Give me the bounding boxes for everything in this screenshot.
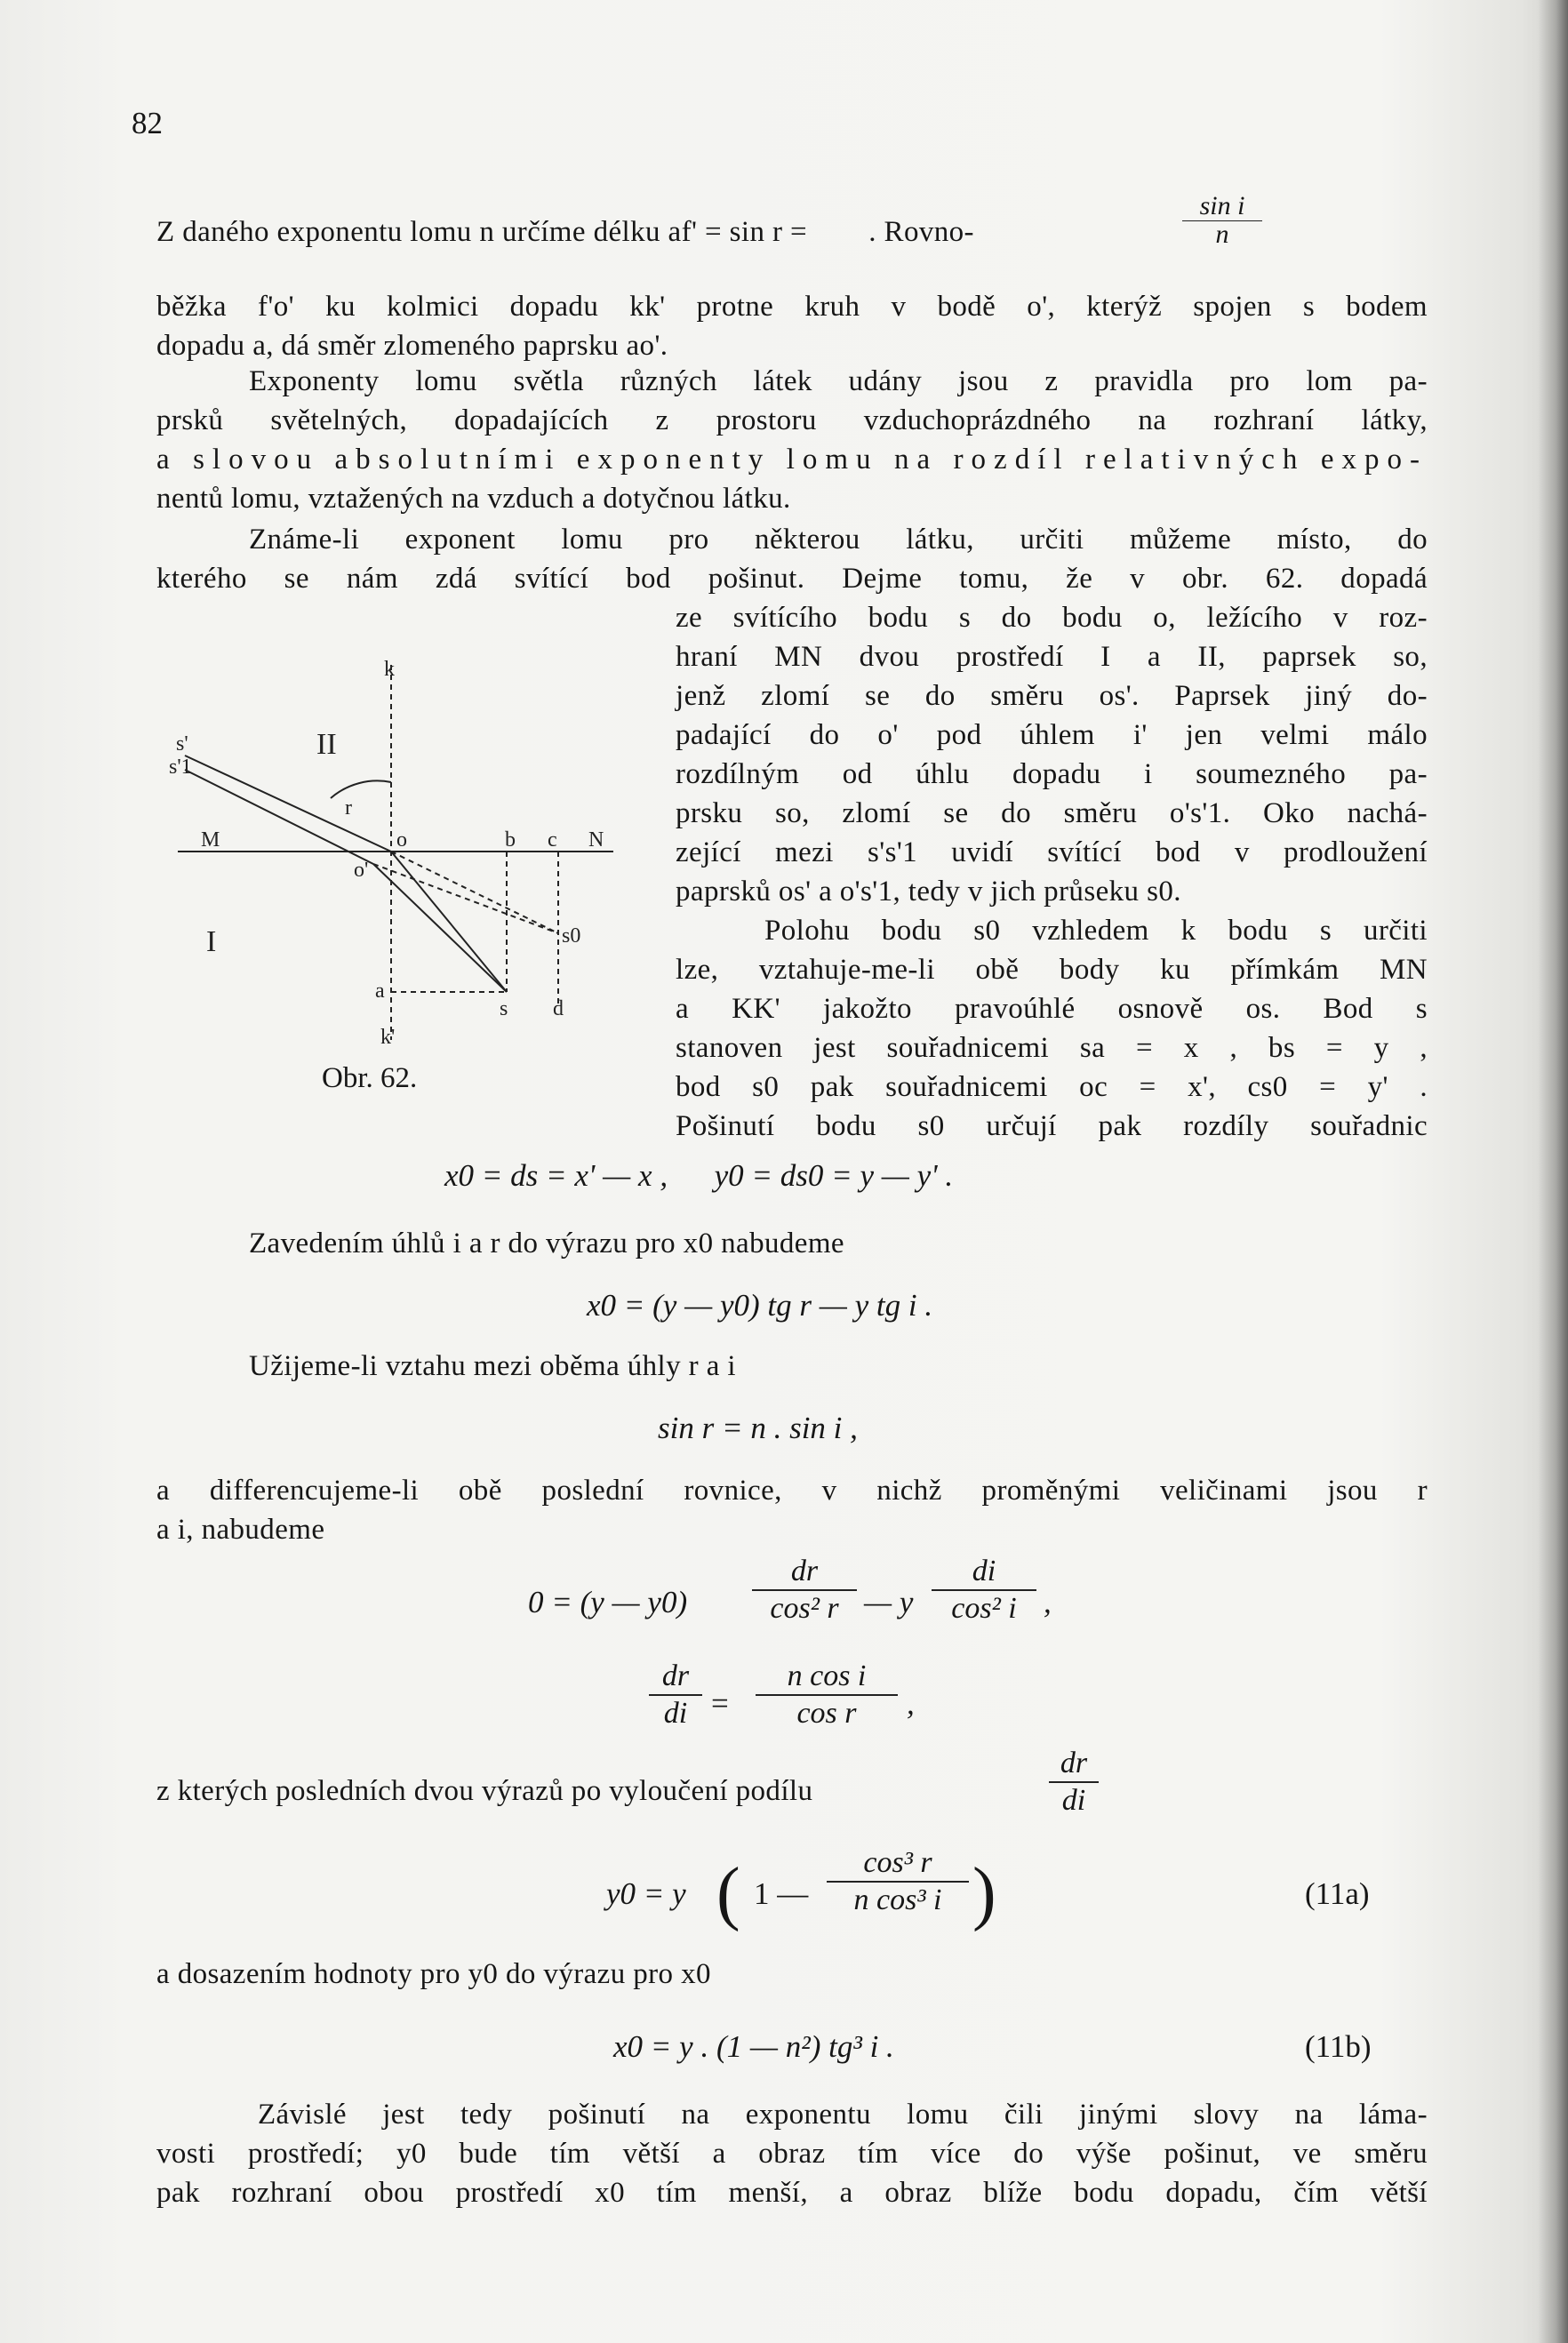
fraction-dr-over-di-inline: dr di — [1049, 1746, 1099, 1819]
ray-o-to-s — [391, 852, 507, 992]
equation-label-11b: (11b) — [1305, 2029, 1372, 2064]
text-line: padající do o' pod úhlem i' jen velmi málo — [676, 719, 1428, 751]
figure-refraction-diagram — [151, 649, 649, 1111]
equation-comma: , — [907, 1686, 915, 1721]
text-line: pak rozhraní obou prostředí x0 tím menší, a obraz blíže bodu dopadu, čím větší — [156, 2177, 1428, 2209]
text-line: běžka f'o' ku kolmici dopadu kk' protne kruh v bodě o', kterýž spojen s bodem — [156, 291, 1428, 323]
fraction-ncosi-over-cosr: n cos i cos r — [756, 1659, 898, 1731]
label-k-top: k — [384, 658, 395, 681]
text-line: a i, nabudeme — [156, 1514, 325, 1546]
equation-snell: sin r = n . sin i , — [658, 1411, 858, 1445]
fraction-dr-over-cos2r: dr cos² r — [752, 1554, 857, 1627]
text-line: jenž zlomí se do směru os'. Paprsek jiný do- — [676, 680, 1428, 712]
label-o: o — [396, 828, 407, 852]
label-roman-one: I — [206, 925, 217, 958]
label-o-prime: o' — [354, 859, 369, 882]
label-roman-two: II — [316, 728, 337, 761]
label-s: s — [500, 997, 508, 1020]
equation-x0-tg: x0 = (y — y0) tg r — y tg i . — [587, 1288, 933, 1323]
prolongation-o-prime-to-s0 — [373, 864, 558, 933]
prolongation-o-to-s0 — [391, 852, 558, 933]
label-s-prime: s' — [176, 732, 188, 756]
equation-label-11a: (11a) — [1305, 1876, 1370, 1911]
text-line: zející mezi s's'1 uvidí svítící bod v prodloužení — [676, 836, 1428, 868]
text-line: Z daného exponentu lomu n určíme délku af' = sin r = . Rovno- — [156, 216, 974, 248]
text-line: a dosazením hodnoty pro y0 do výrazu pro x0 — [156, 1958, 711, 1990]
fraction-dr-over-di: dr di — [649, 1659, 702, 1731]
label-s1-prime: s'1 — [169, 756, 192, 779]
text-line: prsku so, zlomí se do směru o's'1. Oko nachá- — [676, 797, 1428, 829]
text-line: Zavedením úhlů i a r do výrazu pro x0 nabudeme — [249, 1227, 844, 1259]
label-c: c — [548, 828, 557, 852]
text-line: bod s0 pak souřadnicemi oc = x', cs0 = y' . — [676, 1071, 1428, 1103]
text-line: z kterých posledních dvou výrazů po vyloučení podílu — [156, 1775, 813, 1807]
text-line: paprsků os' a o's'1, tedy v jich průseku s0. — [676, 876, 1181, 908]
text-line: dopadu a, dá směr zlomeného paprsku ao'. — [156, 330, 668, 362]
fraction-cos3r-over-ncos3i: cos³ r n cos³ i — [827, 1845, 969, 1918]
text-line: a KK' jakožto pravoúhlé osnově os. Bod s — [676, 993, 1428, 1025]
label-b: b — [505, 828, 516, 852]
text-line: stanoven jest souřadnicemi sa = x , bs = y , — [676, 1032, 1428, 1064]
text-line: kterého se nám zdá svítící bod pošinut. Dejme tomu, že v obr. 62. dopadá — [156, 563, 1428, 595]
text-line: prsků světelných, dopadajících z prostoru vzduchoprázdného na rozhraní látky, — [156, 404, 1428, 436]
text-line: ze svítícího bodu s do bodu o, ležícího v roz- — [676, 602, 1428, 634]
equation-x0-final: x0 = y . (1 — n²) tg³ i . — [613, 2029, 894, 2064]
fraction-di-over-cos2i: di cos² i — [932, 1554, 1036, 1627]
equation-differential-mid: — y — [864, 1585, 914, 1619]
text-line: Pošinutí bodu s0 určují pak rozdíly souřadnic — [676, 1110, 1428, 1142]
label-a: a — [375, 980, 385, 1003]
equation-comma: , — [1044, 1585, 1052, 1619]
text-line: Polohu bodu s0 vzhledem k bodu s určiti — [764, 915, 1428, 947]
text-line: hraní MN dvou prostředí I a II, paprsek so, — [676, 641, 1428, 673]
ray-o-prime-to-s — [373, 864, 507, 992]
equation-displacement: x0 = ds = x' — x , y0 = ds0 = y — y' . — [444, 1158, 954, 1193]
fraction-sin-i-over-n: sin i n — [1182, 192, 1262, 248]
label-angle-r: r — [345, 796, 352, 820]
equation-y0-lhs: y0 = y — [606, 1876, 686, 1911]
text-line: vosti prostředí; y0 bude tím větší a obraz tím více do výše pošinut, ve směru — [156, 2138, 1428, 2170]
label-s0: s0 — [562, 924, 581, 948]
text-line: a differencujeme-li obě poslední rovnice, v nichž proměnými veličinami jsou r — [156, 1475, 1428, 1507]
label-k-prime: k' — [380, 1026, 396, 1049]
text-line: Užijeme-li vztahu mezi oběma úhly r a i — [249, 1350, 736, 1382]
text-line: nentů lomu, vztažených na vzduch a dotyčnou látku. — [156, 483, 791, 515]
figure-caption: Obr. 62. — [322, 1062, 418, 1094]
text-line: rozdílným od úhlu dopadu i soumezného pa- — [676, 758, 1428, 790]
book-spine-shadow — [1538, 0, 1568, 2343]
text-line: Exponenty lomu světla různých látek udány jsou z pravidla pro lom pa- — [249, 365, 1428, 397]
paren-close: ) — [972, 1854, 996, 1932]
angle-arc-r — [331, 780, 391, 798]
equation-differential-lhs: 0 = (y — y0) — [528, 1585, 688, 1619]
text-line: lze, vztahuje-me-li obě body ku přímkám MN — [676, 954, 1428, 986]
label-d: d — [553, 997, 564, 1020]
paren-open: ( — [716, 1854, 740, 1932]
equals-sign: = — [711, 1686, 729, 1721]
equation-one-minus: 1 — — [754, 1876, 809, 1911]
label-M: M — [201, 828, 220, 852]
label-N: N — [588, 828, 604, 852]
text-line: Závislé jest tedy pošinutí na exponentu lomu čili jinými slovy na láma- — [258, 2099, 1428, 2131]
text-line: a slovou absolutními exponenty lomu na rozdíl relativných expo- — [156, 444, 1428, 476]
page-number: 82 — [132, 106, 163, 140]
text-line: Známe-li exponent lomu pro některou látku, určiti můžeme místo, do — [249, 524, 1428, 556]
